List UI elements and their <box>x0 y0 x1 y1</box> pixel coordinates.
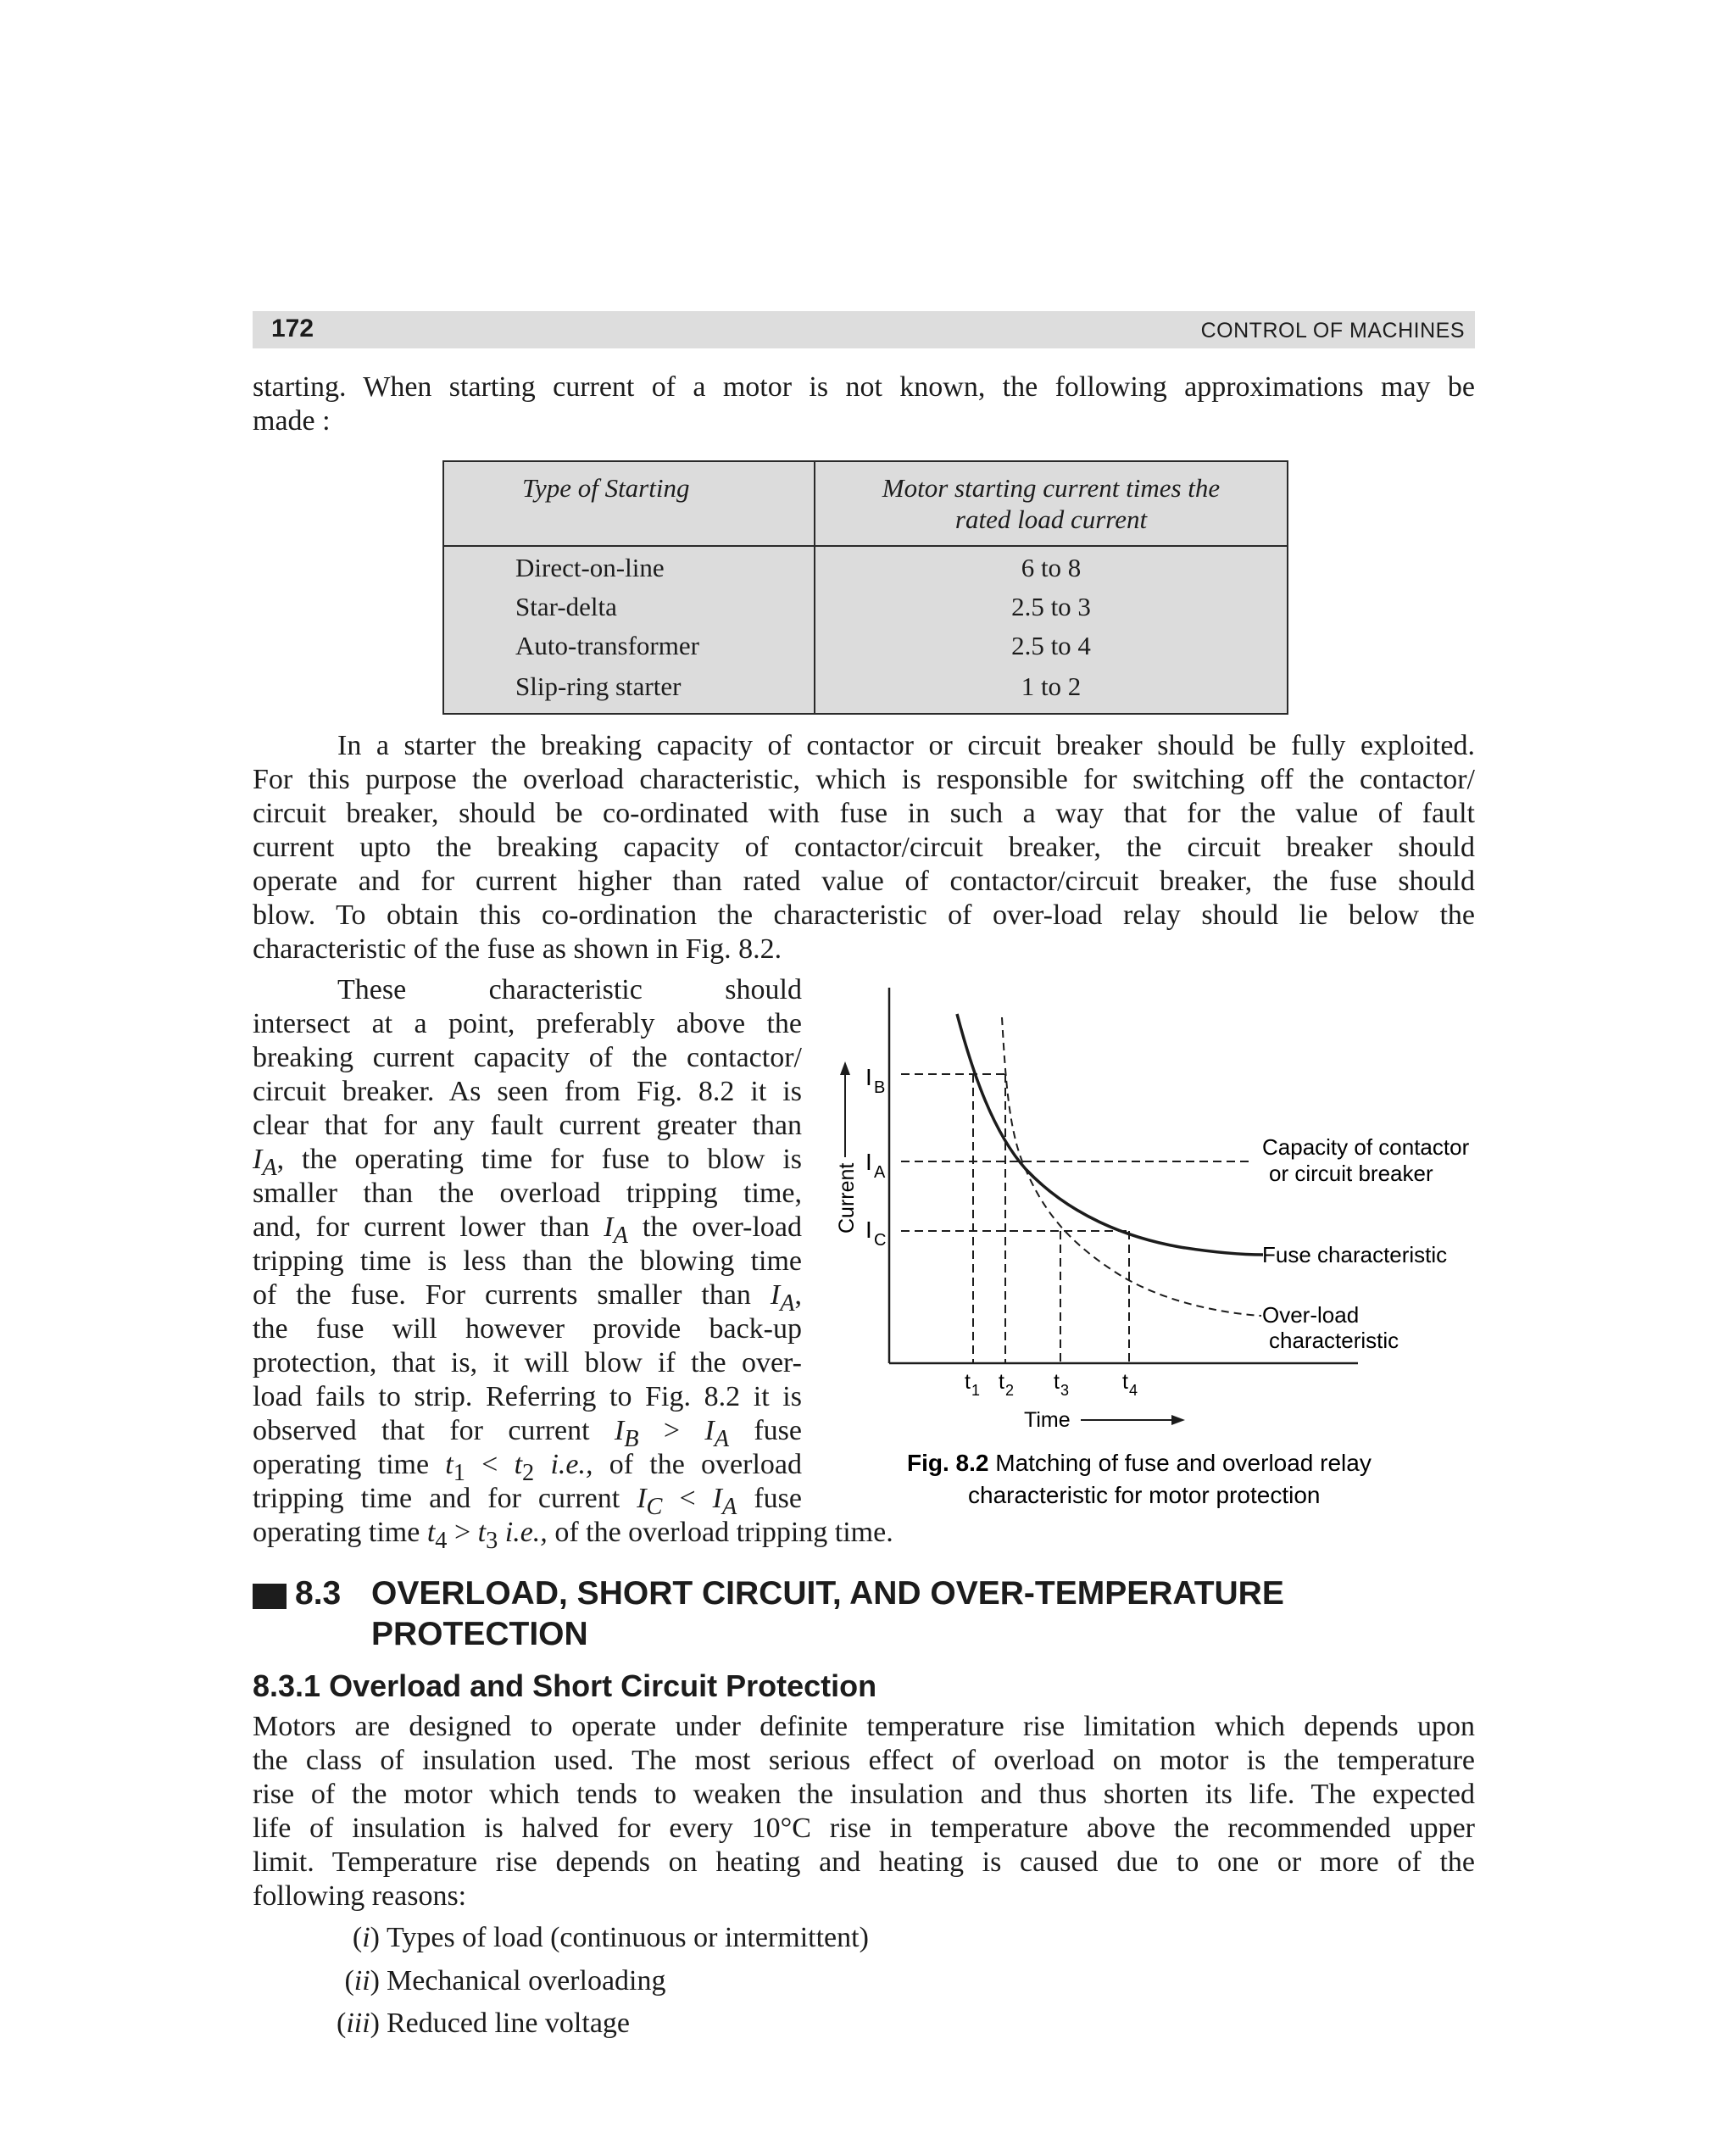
para3-line-4: life of insulation is halved for every 10°C rise in temperature above the recommended upper <box>253 1813 1475 1844</box>
list-item-number: (ii) <box>344 1965 380 1997</box>
t3-label-sub: 3 <box>1060 1382 1070 1399</box>
sub-b: B <box>624 1425 639 1452</box>
side-line-17-c: of the overload tripping time. <box>547 1517 893 1548</box>
table-row-1-value: 6 to 8 <box>1021 553 1082 582</box>
side-line-10-a: of the fuse. For currents smaller than <box>253 1279 771 1311</box>
table-header-divider <box>444 545 1287 547</box>
temperature-paragraph <box>253 1710 1475 1913</box>
side-line-17 <box>253 1516 893 1554</box>
table-row-1-type: Direct-on-line <box>515 553 665 582</box>
sub-a: A <box>780 1289 795 1317</box>
side-line-2: intersect at a point, preferably above the <box>253 1008 802 1039</box>
side-line-16-a: tripping time and for current <box>253 1483 637 1514</box>
sub-c: C <box>646 1493 663 1520</box>
figure-caption-number: Fig. 8.2 <box>907 1450 989 1476</box>
sub-3: 3 <box>486 1527 498 1554</box>
sym-t: t <box>445 1449 453 1480</box>
y-axis-arrowhead <box>840 1061 850 1075</box>
figure-caption-line-2: characteristic for motor protection <box>968 1482 1321 1508</box>
capacity-label-line-2: or circuit breaker <box>1269 1161 1433 1186</box>
t1-label-sym: t <box>965 1370 971 1394</box>
sym-i: I <box>637 1483 647 1514</box>
list-item <box>253 1964 1270 1998</box>
sym-i: I <box>704 1415 715 1446</box>
side-line-15 <box>253 1448 802 1486</box>
section-title-line-2: PROTECTION <box>371 1616 588 1652</box>
sub-1: 1 <box>453 1459 465 1486</box>
list-item-numeral: i <box>362 1922 370 1953</box>
ic-label-sub: C <box>874 1231 887 1250</box>
side-line-17-a: operating time <box>253 1517 427 1548</box>
intro-paragraph <box>253 370 1475 438</box>
table-row-3-type: Auto-transformer <box>515 631 699 660</box>
side-line-7: smaller than the overload tripping time, <box>253 1178 802 1209</box>
side-line-17-ie: i.e., <box>498 1517 548 1548</box>
side-line-10-b: , <box>794 1279 802 1311</box>
overload-label-line-2: characteristic <box>1269 1328 1399 1353</box>
section-title-line-1: OVERLOAD, SHORT CIRCUIT, AND OVER-TEMPERATURE <box>371 1575 1284 1612</box>
para2-line-4: current upto the breaking capacity of contactor/circuit breaker, the circuit breaker should <box>253 832 1475 863</box>
capacity-label-line-1: Capacity of contactor <box>1262 1134 1470 1160</box>
list-item <box>253 1921 1270 1955</box>
side-line-14 <box>253 1414 802 1452</box>
fuse-characteristic-curve <box>957 1014 1263 1255</box>
sub-2: 2 <box>522 1459 535 1486</box>
figure-caption-text-1: Matching of fuse and overload relay <box>988 1450 1372 1476</box>
side-line-10 <box>253 1278 802 1317</box>
sym-t: t <box>477 1517 487 1548</box>
table-row-4-value: 1 to 2 <box>1021 671 1082 701</box>
gt-sign: > <box>447 1517 478 1548</box>
intro-line-2: made : <box>253 405 331 437</box>
side-line-8-a: and, for current lower than <box>253 1211 604 1243</box>
t2-label-sub: 2 <box>1005 1382 1015 1399</box>
page-number: 172 <box>271 315 314 343</box>
list-item-numeral: iii <box>346 2008 370 2039</box>
overload-label-line-1: Over-load <box>1262 1302 1360 1328</box>
starting-current-table <box>442 460 1288 715</box>
side-line-14-b: fuse <box>729 1415 802 1446</box>
lt-sign: < <box>662 1483 713 1514</box>
para3-line-1: Motors are designed to operate under definite temperature rise limitation which depends upon <box>253 1711 1475 1742</box>
para2-line-1: In a starter the breaking capacity of contactor or circuit breaker should be fully exploited. <box>337 730 1475 761</box>
gt-sign: > <box>638 1415 705 1446</box>
table-row-2-type: Star-delta <box>515 592 617 621</box>
t2-label-sym: t <box>999 1370 1004 1394</box>
para3-line-5: limit. Temperature rise depends on heating and heating is caused due to one or more of the <box>253 1846 1475 1878</box>
list-item <box>253 2007 1270 2041</box>
sym-t: t <box>514 1449 523 1480</box>
ia-label-sym: I <box>865 1149 872 1175</box>
side-line-16 <box>253 1482 802 1520</box>
sym-i: I <box>770 1279 781 1311</box>
sub-a: A <box>613 1222 628 1249</box>
sym-t: t <box>426 1517 436 1548</box>
list-item-numeral: ii <box>353 1965 370 1997</box>
intro-line-1: starting. When starting current of a motor is not known, the following approximations may be <box>253 371 1475 403</box>
section-heading <box>295 1573 1284 1655</box>
section-marker-square <box>253 1584 287 1609</box>
t1-label-sub: 1 <box>971 1382 981 1399</box>
t3-label-sym: t <box>1054 1370 1060 1394</box>
coordination-paragraph <box>253 729 1475 966</box>
sym-i: I <box>614 1415 625 1446</box>
para3-line-2: the class of insulation used. The most serious effect of overload on motor is the temperature <box>253 1745 1475 1776</box>
side-line-6 <box>253 1143 802 1181</box>
list-item-number: (iii) <box>337 2008 380 2039</box>
t4-label-sub: 4 <box>1129 1382 1138 1399</box>
x-axis-label: Time <box>1024 1408 1071 1432</box>
ib-label-sym: I <box>865 1064 872 1090</box>
side-line-15-a: operating time <box>253 1449 446 1480</box>
side-line-1: These characteristic should <box>337 974 802 1005</box>
table-header-current-1: Motor starting current times the <box>882 473 1221 503</box>
sub-a: A <box>262 1154 277 1181</box>
side-line-15-ie: i.e., <box>534 1449 593 1480</box>
figure-side-paragraph <box>253 973 893 1554</box>
side-line-5: clear that for any fault current greater than <box>253 1110 802 1141</box>
para2-line-7: characteristic of the fuse as shown in Fig. 8.2. <box>253 933 782 965</box>
running-title: CONTROL OF MACHINES <box>1200 319 1465 343</box>
figure-caption-line-1 <box>907 1450 1372 1476</box>
fuse-overload-figure <box>814 975 1492 1526</box>
table-row-3-value: 2.5 to 4 <box>1011 631 1091 660</box>
side-line-15-c: of the overload <box>593 1449 802 1480</box>
side-line-8 <box>253 1211 802 1249</box>
sub-a: A <box>714 1425 730 1452</box>
ia-label-sub: A <box>874 1163 886 1182</box>
table-row-4-type: Slip-ring starter <box>515 671 682 701</box>
t4-label-sym: t <box>1122 1370 1128 1394</box>
side-line-9: tripping time is less than the blowing time <box>253 1245 802 1277</box>
para2-line-3: circuit breaker, should be co-ordinated with fuse in such a way that for the value of fault <box>253 798 1475 829</box>
para3-line-3: rise of the motor which tends to weaken the insulation and thus shorten its life. The expected <box>253 1779 1475 1810</box>
side-line-13: load fails to strip. Referring to Fig. 8.2 it is <box>253 1381 802 1412</box>
list-item-text: Reduced line voltage <box>387 2008 631 2039</box>
sub-a: A <box>722 1493 737 1520</box>
side-line-6-text: , the operating time for fuse to blow is <box>276 1144 802 1175</box>
para2-line-6: blow. To obtain this co-ordination the characteristic of over-load relay should lie below the <box>253 899 1475 931</box>
table-header-current-2: rated load current <box>954 504 1148 534</box>
side-line-3: breaking current capacity of the contactor/ <box>253 1042 802 1073</box>
para2-line-2: For this purpose the overload characteristic, which is responsible for switching off the contactor/ <box>253 764 1475 795</box>
sym-i: I <box>604 1211 614 1243</box>
side-line-4: circuit breaker. As seen from Fig. 8.2 it is <box>253 1076 802 1107</box>
y-axis-label: Current <box>835 1162 859 1234</box>
side-line-8-b: the over-load <box>627 1211 802 1243</box>
sym-i: I <box>712 1483 722 1514</box>
list-item-text: Types of load (continuous or intermittent) <box>387 1922 869 1953</box>
table-header-type: Type of Starting <box>522 473 690 503</box>
list-item-number: (i) <box>352 1922 380 1953</box>
sub-4: 4 <box>435 1527 448 1554</box>
list-item-text: Mechanical overloading <box>387 1965 666 1997</box>
ib-label-sub: B <box>874 1078 886 1097</box>
side-line-11: the fuse will however provide back-up <box>253 1313 802 1345</box>
side-line-14-a: observed that for current <box>253 1415 615 1446</box>
lt-sign: < <box>465 1449 515 1480</box>
para2-line-5: operate and for current higher than rated value of contactor/circuit breaker, the fuse should <box>253 866 1475 897</box>
side-line-12: protection, that is, it will blow if the over- <box>253 1347 802 1378</box>
table-row-2-value: 2.5 to 3 <box>1011 592 1091 621</box>
section-number: 8.3 <box>295 1575 342 1612</box>
x-axis-arrowhead <box>1171 1415 1185 1425</box>
fuse-characteristic-label: Fuse characteristic <box>1262 1242 1448 1267</box>
subsection-heading: 8.3.1 Overload and Short Circuit Protection <box>253 1668 877 1703</box>
sym-i: I <box>253 1144 263 1175</box>
overload-characteristic-curve <box>1002 1017 1261 1316</box>
side-line-16-b: fuse <box>737 1483 802 1514</box>
ic-label-sym: I <box>865 1217 872 1243</box>
para3-line-6: following reasons: <box>253 1880 467 1912</box>
